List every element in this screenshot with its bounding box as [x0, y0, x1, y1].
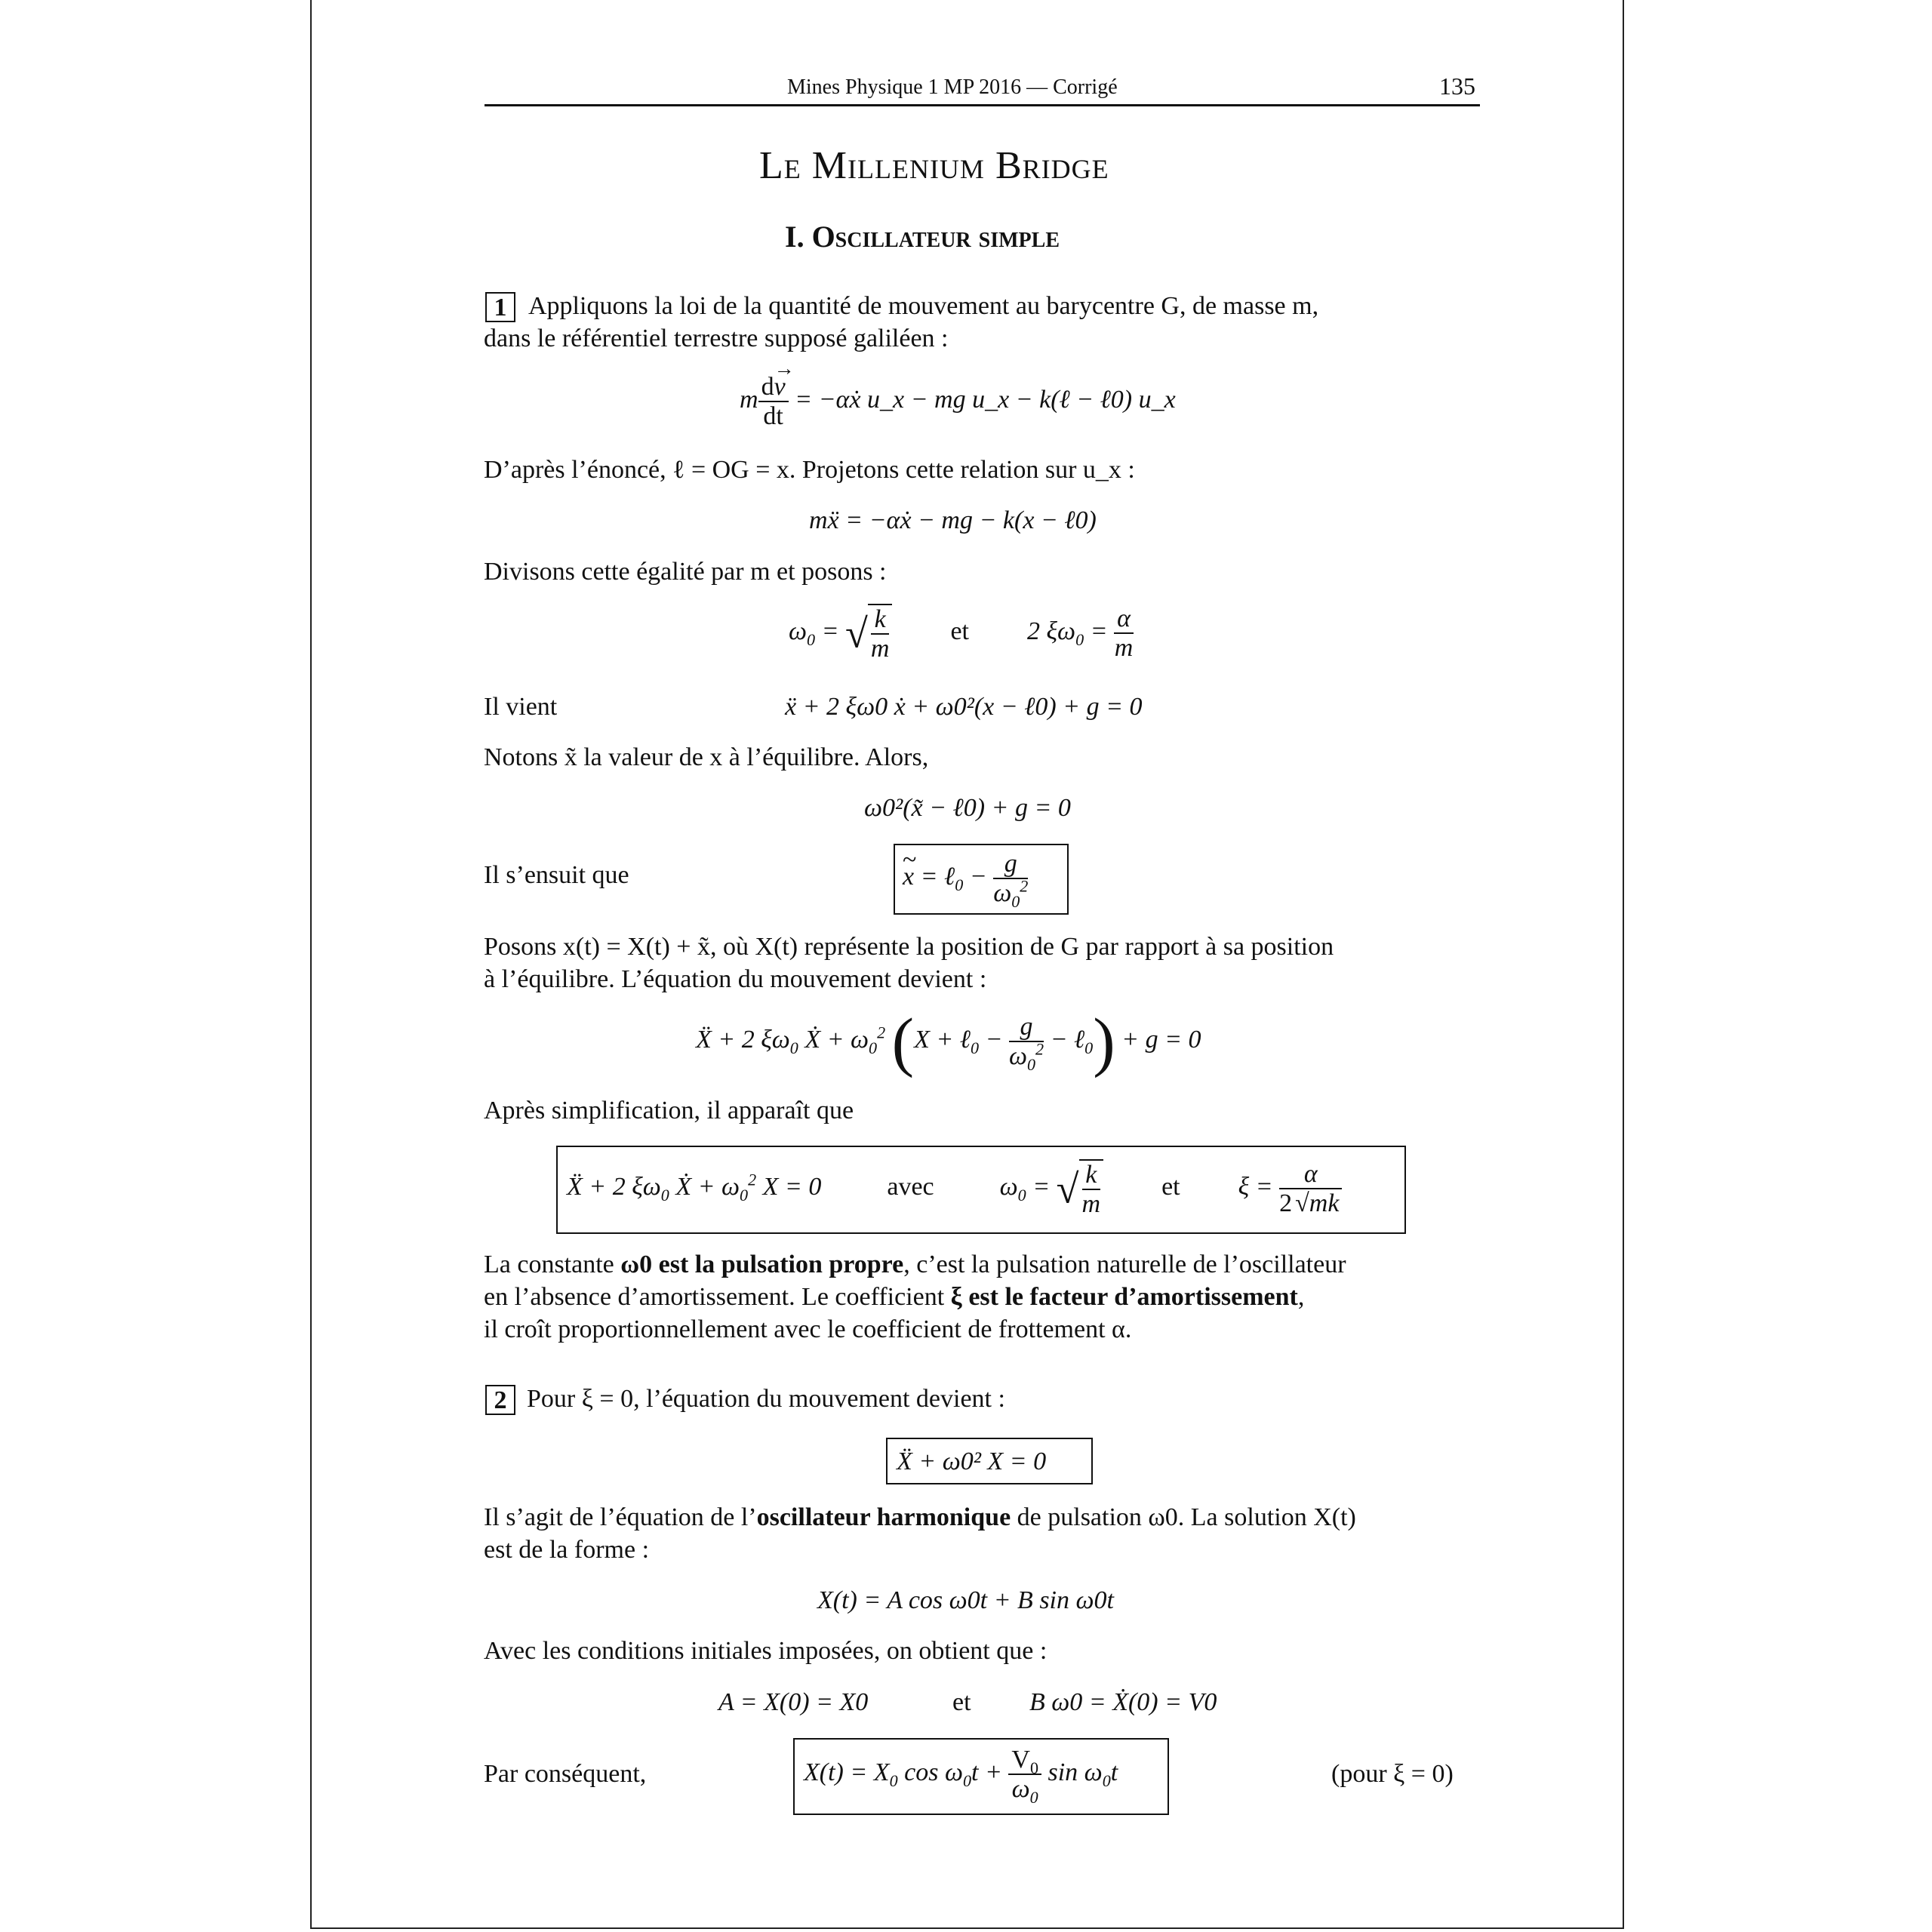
boxed-equilibrium-result: ~ x = ℓ$_0$ − $\frac{g}{\omega_0^2}$ — [894, 844, 1069, 915]
q1-text-simplification: Après simplification, il apparaît que — [484, 1097, 854, 1124]
equation-definitions: $\omega_0$ = √ $\frac{k}{m}$ et 2 $\xi\omega_0$ = $\frac{\alpha}{m}$ — [789, 605, 1134, 663]
q2-text-conditions: Avec les conditions initiales imposées, on obtient que : — [484, 1637, 1048, 1665]
page-title: Le Millenium Bridge — [759, 144, 1109, 187]
equation-initial-a: A = X(0) = X0 — [718, 1688, 869, 1716]
q1-text-line1: Appliquons la loi de la quantité de mouvement au barycentre G, de masse m, — [528, 292, 1319, 320]
conclusion-line3: il croît proportionnellement avec le coefficient de frottement α. — [484, 1315, 1132, 1343]
equation-motion-substituted: Ẍ + 2 $\xi\omega_0$ Ẋ + $\omega_0^2$ (X + ℓ$_0$ − $\frac{g}{\omega_0^2}$ − ℓ$_0$) + g = 0 — [696, 1004, 1201, 1079]
equation-newton-rhs: = −αẋ u_x − mg u_x − k(ℓ − ℓ0) u_x — [795, 386, 1176, 414]
par-consequent-label: Par conséquent, — [484, 1760, 647, 1788]
equation-equilibrium: ω0²(x̃ − ℓ0) + g = 0 — [864, 794, 1071, 822]
q1-text-posons-b: à l’équilibre. L’équation du mouvement devient : — [484, 965, 987, 993]
q2-text-line1: Pour ξ = 0, l’équation du mouvement devient : — [527, 1385, 1005, 1413]
concl-l2b: ξ est le facteur d’amortissement — [950, 1283, 1298, 1311]
q1-text-enonce: D’après l’énoncé, ℓ = OG = x. Projetons cette relation sur u_x : — [484, 456, 1135, 484]
page-number: 135 — [1439, 72, 1475, 100]
q2-text2c: de pulsation ω0. La solution X(t) — [1011, 1503, 1356, 1531]
et-connector-3: et — [952, 1688, 971, 1716]
q1-text-line2: dans le référentiel terrestre supposé galiléen : — [484, 325, 949, 352]
il-vient-label: Il vient — [484, 693, 558, 721]
conclusion-line2 — [484, 1281, 1304, 1314]
et-connector: et — [950, 617, 969, 646]
q1-text-posons-a: Posons x(t) = X(t) + x̃, où X(t) représente la position de G par rapport à sa position — [484, 933, 1334, 961]
conclusion-line1 — [484, 1248, 1346, 1281]
q2-text2b: oscillateur harmonique — [756, 1503, 1011, 1531]
q2-text2a: Il s’agit de l’équation de l’ — [484, 1503, 757, 1531]
boxed-harmonic-equation: Ẍ + ω0² X = 0 — [886, 1438, 1093, 1484]
equation-general-solution: X(t) = A cos ω0t + B sin ω0t — [817, 1586, 1114, 1614]
q1-text-notons: Notons x̃ la valeur de x à l’équilibre. Alors, — [484, 743, 929, 771]
header-rule — [485, 104, 1480, 106]
section-heading: I. Oscillateur simple — [785, 220, 1060, 254]
concl-l1a: La constante — [484, 1251, 621, 1278]
equation-projection: mẍ = −αẋ − mg − k(x − ℓ0) — [809, 506, 1097, 534]
condition-note: (pour ξ = 0) — [1331, 1760, 1454, 1788]
equation-newton: m $\frac{d\to v}{dt}$ = −αẋ u_x − mg u_x − k(ℓ − ℓ0) u_x — [740, 373, 1176, 431]
boxed-oscillator-equation: Ẍ + 2 $\xi\omega_0$ Ẋ + $\omega_0^2$ X = 0 avec $\omega_0$ = √ $\frac{k}{m}$ et ξ = $\frac{\alpha}{2 √mk}$ — [556, 1146, 1406, 1234]
il-ensuit-label: Il s’ensuit que — [484, 861, 629, 889]
question-number-1: 1 — [485, 292, 515, 322]
concl-l1b: ω0 est la pulsation propre — [620, 1251, 904, 1278]
equation-motion: ẍ + 2 ξω0 ẋ + ω0²(x − ℓ0) + g = 0 — [785, 693, 1143, 721]
running-header: Mines Physique 1 MP 2016 — Corrigé — [787, 75, 1118, 99]
concl-l1c: , c’est la pulsation naturelle de l’oscillateur — [903, 1251, 1346, 1278]
equation-initial-b: B ω0 = Ẋ(0) = V0 — [1029, 1688, 1217, 1716]
boxed-final-solution: $X(t) = X_0$ $\cos \omega_0t$ + $\frac{V_0}{\omega_0}$ $\sin \omega_0t$ — [793, 1738, 1169, 1815]
q2-text-forme: est de la forme : — [484, 1536, 650, 1564]
et-connector-2: et — [1161, 1173, 1180, 1201]
q2-text-harmonique — [484, 1501, 1356, 1534]
concl-l2a: en l’absence d’amortissement. Le coefficient — [484, 1283, 951, 1311]
q1-text-divisons: Divisons cette égalité par m et posons : — [484, 558, 887, 586]
avec-connector: avec — [887, 1173, 934, 1201]
question-number-2: 2 — [485, 1385, 515, 1415]
concl-l2c: , — [1297, 1283, 1305, 1311]
